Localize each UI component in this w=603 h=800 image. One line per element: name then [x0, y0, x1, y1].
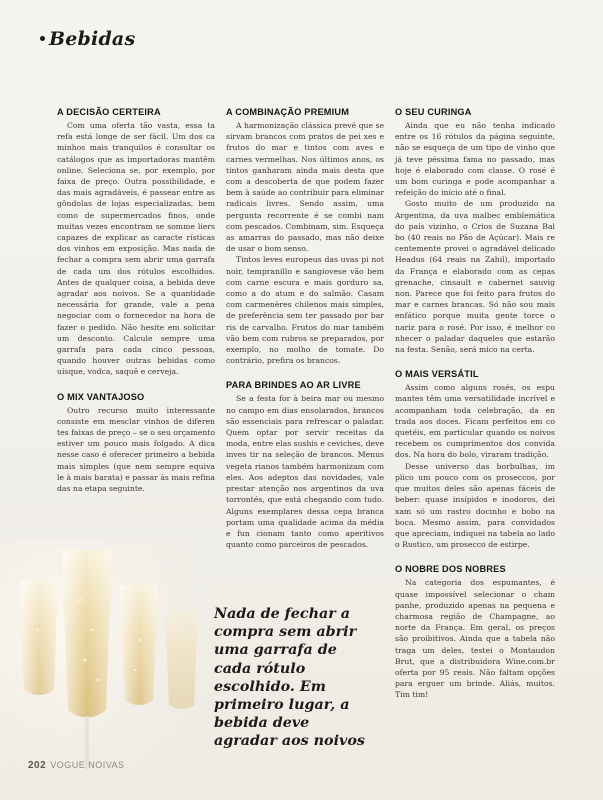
- paragraph: Assim como alguns rosés, os espu mantes têm uma versatilidade incrível e acompanham toda celebração, da en trada aos doces. Ficam perfeitos em co quetéis, em particular quando os noivos recebem os cumprimentos dos convida dos. Na hora do bolo, viraram tradição.: [395, 383, 555, 460]
- section-title: [40, 28, 135, 50]
- paragraph: Tintos leves europeus das uvas pi not noir, tempranillo e sangiovese vão bem com carne escura e mais gorduro sa, como a do atum e do salmão. Casam com carmenères chilenos mais simples, de preferência sem ter passado por bar ris de carvalho. Frutos do mar também vão bem com rubros se preparados, por exemplo, no molho de tomate. Do contrário, prefira os brancos.: [226, 255, 384, 366]
- heading-seu-curinga: O SEU CURINGA: [395, 107, 472, 117]
- heading-combinacao-premium: A COMBINAÇÃO PREMIUM: [226, 107, 350, 117]
- heading-decisao-certeira: A DECISÃO CERTEIRA: [57, 107, 161, 117]
- paragraph: A harmonização clássica prevê que se sirvam brancos com pratos de pei xes e frutos do mar e tintos com aves e carnes vermelhas. Nos últimos anos, os tintos ganharam ainda mais desta que com a descoberta de que podem fazer bem à saúde ao contribuir para eliminar radicais livres. Sendo assim, uma pergunta recorrente é se combi nam com pescados. Combinam, sim. Esqueça as amarras do passado, mas não deixe de usar o bom senso.: [226, 121, 384, 254]
- paragraph: Com uma oferta tão vasta, essa ta refa está longe de ser fácil. Um dos ca minhos mais tranquilos é consultar os catálogos que as importadoras mantêm online. Seleciona se, por exemplo, por faixa de preço. Outra possibilidade, e das mais agradáveis, é passear entre as gôndolas de lojas especializadas, bem como de supermercados finos, onde muitas vezes encontram se somme liers capazes de explicar as caracte rísticas dos vinhos em exposição. Mas nada de fechar a compra sem abrir uma garrafa de cada um dos rótulos escolhidos. Antes de qualquer coisa, a bebida deve agradar aos noivos. Se a quantidade necessária for grande, vale a pena negociar com o fornecedor na hora de fazer o pedido. Não hesite em solicitar um desconto. Calcule sempre uma garrafa para cada cinco pessoas, quando houver outras bebidas como uísque, vodca, saquê e cerveja.: [57, 121, 215, 377]
- heading-brindes-ar-livre: PARA BRINDES AO AR LIVRE: [226, 380, 361, 391]
- column-middle: [226, 107, 384, 550]
- bullet-icon: [40, 36, 45, 41]
- paragraph: Desse universo das borbulhas, im plico um pouco com os proseccos, por que muitos deles são apenas fáceis de beber: quase insípidos e inodoros, dei xam só um rastro docinho e bobo na boca. Mesmo assim, para convidados que apreciam, indiquei na tabela ao lado o Rustico, um prosecco de estirpe.: [395, 461, 555, 550]
- heading-mix-vantajoso: O MIX VANTAJOSO: [57, 391, 145, 402]
- paragraph: Na categoria dos espumantes, é quase impossível selecionar o cham panhe, produzido apenas na pequena e charmosa região de Champagne, ao norte da França. Em geral, os preços são proibitivos. Ainda que a tabela não traga um deles, testei o Montaudon Brut, que a distribuidora Wine.com.br oferta por 95 reais. Não faltam opções para erguer um brinde. Aliás, muitos. Tim tim!: [395, 578, 555, 700]
- column-right: [395, 107, 555, 701]
- column-left: [57, 107, 215, 494]
- heading-mais-versatil: O MAIS VERSÁTIL: [395, 369, 479, 380]
- pull-quote: Nada de fechar a compra sem abrir uma garrafa de cada rótulo escolhido. Em primeiro lugar, a bebida deve agradar aos noivos: [214, 606, 365, 750]
- page-number: 202: [28, 760, 47, 771]
- paragraph: Gosto muito de um produzido na Argentina, da uva malbec emblemática do país vizinho, o Crios de Suzana Bal bo (40 reais no Pão de Açúcar). Mais re centemente provei o agradável delicado Headus (64 reais na Zahil), importado da França e elaborado com as cepas grenache, cinsault e cabernet sauvig non. Parece que foi feito para frutos do mar e carnes brancas. Só não sou mais enfático porque muita gente torce o nariz para o rosé. Por isso, é melhor co nhecer o paladar daqueles que estarão na festa. Senão, será mico na certa.: [395, 199, 555, 355]
- page-footer: [28, 760, 125, 771]
- paragraph: Outro recurso muito interessante consiste em mesclar vinhos de diferen tes faixas de preço – se o seu orçamento estiver um pouco mais folgado. A dica nesse caso é oferecer primeiro a bebida mais simples (que nem sempre equiva le à mais barata) e passar às mais refina das na etapa seguinte.: [57, 405, 215, 494]
- heading-nobre-dos-nobres: O NOBRE DOS NOBRES: [395, 564, 506, 575]
- paragraph: Ainda que eu não tenha indicado entre os 16 rótulos da página seguinte, não se esqueça de um tipo de vinho que já teve péssima fama no passado, mas hoje é elaborado com classe. O rosé é um bom curinga e pode acompanhar a refeição do início até o final.: [395, 121, 555, 198]
- paragraph: Se a festa for à beira mar ou mesmo no campo em dias ensolarados, brancos são essenciais para refrescar o paladar. Quem optar por servir receitas da moda, entre elas sushis e ceviches, deve inves tir na seleção de brancos. Menus vegeta rianos também harmonizam com eles. Aos adeptos das novidades, vale prestar atenção nos argentinos da uva torrontés, que está chegando com tudo. Alguns exemplares dessa cepa branca portam uma qualidade acima da média e fun cionam tanto como aperitivos quanto como parceiros de pescados.: [226, 394, 384, 550]
- champagne-glasses-image: [0, 540, 210, 770]
- section-title-text: Bebidas: [49, 28, 136, 50]
- magazine-name: VOGUE NOIVAS: [50, 760, 125, 770]
